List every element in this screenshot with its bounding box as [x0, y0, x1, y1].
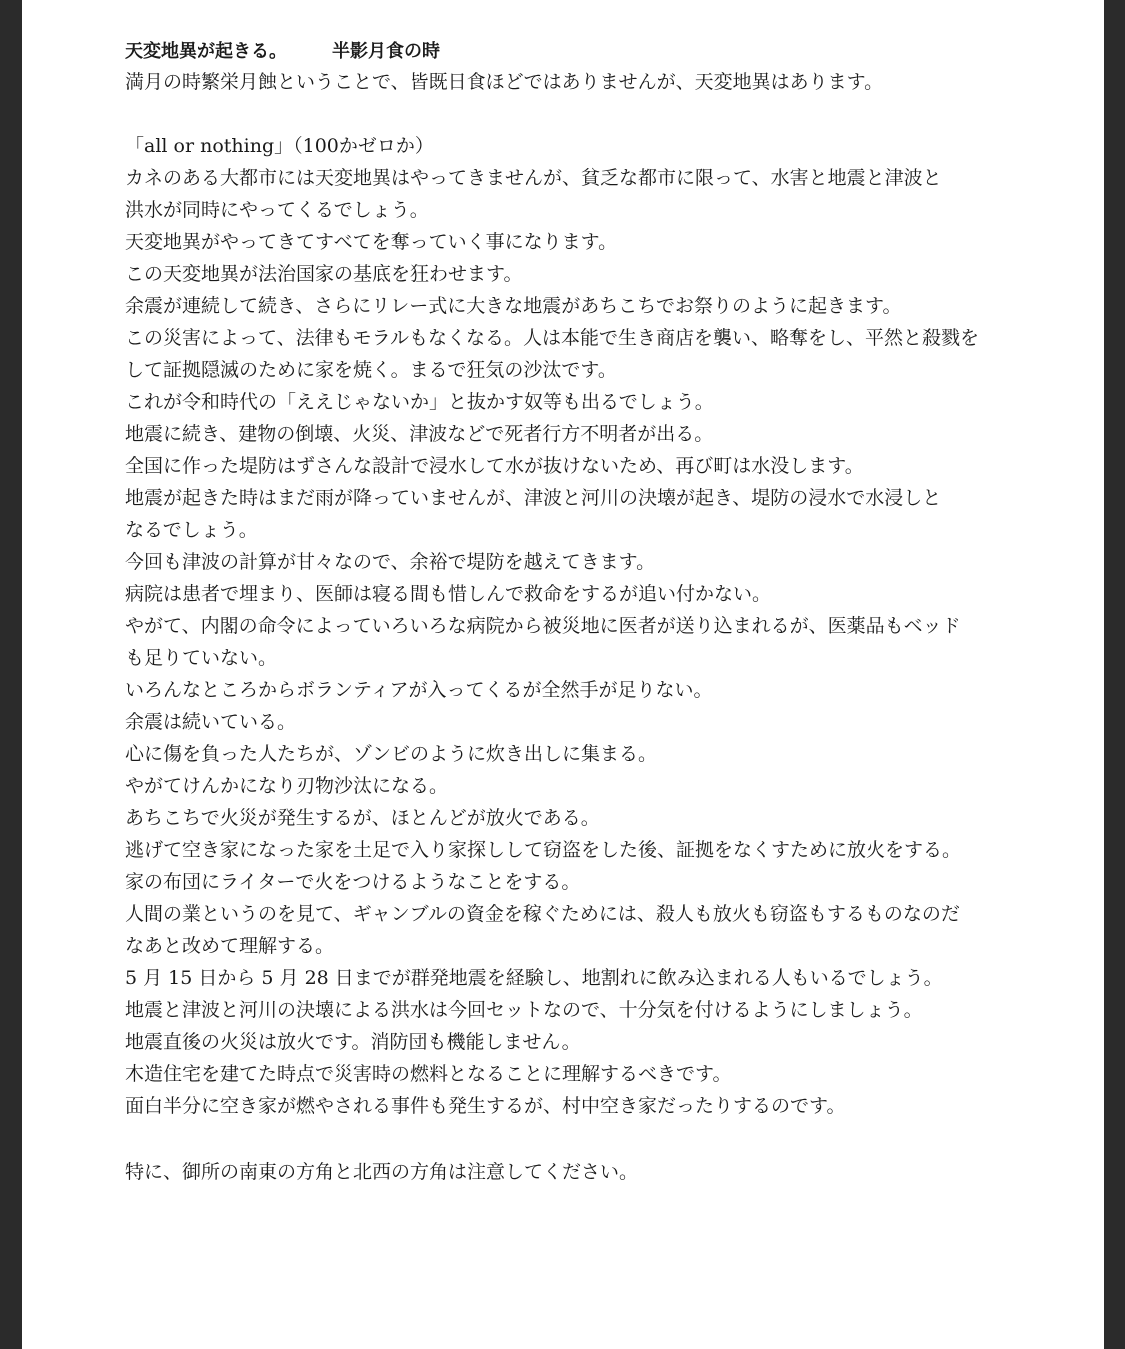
- body-line: 心に傷を負った人たちが、ゾンビのように炊き出しに集まる。: [125, 743, 658, 765]
- body-line: いろんなところからボランティアが入ってくるが全然手が足りない。: [125, 679, 713, 701]
- body-line: やがてけんかになり刃物沙汰になる。: [125, 775, 449, 797]
- body-line: 今回も津波の計算が甘々なので、余裕で堤防を越えてきます。: [125, 551, 656, 573]
- body-line: 地震直後の火災は放火です。消防団も機能しません。: [125, 1031, 581, 1053]
- body-line: なあと改めて理解する。: [125, 935, 335, 957]
- body-line: 全国に作った堤防はずさんな設計で浸水して水が抜けないため、再び町は水没します。: [125, 455, 864, 477]
- body-line: 地震に続き、建物の倒壊、火災、津波などで死者行方不明者が出る。: [125, 423, 714, 445]
- body-line: 逃げて空き家になった家を土足で入り家探しして窃盗をした後、証拠をなくすために放火をする。: [125, 839, 962, 861]
- body-line: 病院は患者で埋まり、医師は寝る間も惜しんで救命をするが追い付かない。: [125, 583, 772, 605]
- body-line: この天変地異が法治国家の基底を狂わせます。: [125, 263, 523, 285]
- document-body: [125, 38, 1045, 1188]
- body-line: 木造住宅を建てた時点で災害時の燃料となることに理解するべきです。: [125, 1063, 732, 1085]
- blank-line: [125, 1122, 1045, 1156]
- blank-line: [125, 98, 1045, 130]
- body-line: カネのある大都市には天変地異はやってきませんが、貧乏な都市に限って、水害と地震と津波と: [125, 167, 942, 189]
- body-line: 面白半分に空き家が燃やされる事件も発生するが、村中空き家だったりするのです。: [125, 1095, 846, 1117]
- intro-line: 満月の時繁栄月蝕ということで、皆既日食ほどではありませんが、天変地異はあります。: [125, 71, 884, 93]
- body-line: 天変地異がやってきてすべてを奪っていく事になります。: [125, 231, 618, 253]
- body-line: なるでしょう。: [125, 519, 258, 541]
- body-line: 地震と津波と河川の決壊による洪水は今回セットなので、十分気を付けるようにしましょう。: [125, 999, 923, 1021]
- body-line: やがて、内閣の命令によっていろいろな病院から被災地に医者が送り込まれるが、医薬品もベッド: [125, 615, 961, 637]
- body-line: も足りていない。: [125, 647, 278, 669]
- body-line: あちこちで火災が発生するが、ほとんどが放火である。: [125, 807, 600, 829]
- body-line: 洪水が同時にやってくるでしょう。: [125, 199, 429, 221]
- subheading-line: 「all or nothing」（100かゼロか）: [125, 135, 434, 157]
- closing-line: 特に、御所の南東の方角と北西の方角は注意してください。: [125, 1161, 639, 1183]
- body-line: 5 月 15 日から 5 月 28 日までが群発地震を経験し、地割れに飲み込まれる人もいるでしょう。: [125, 967, 943, 989]
- body-line: 人間の業というのを見て、ギャンブルの資金を稼ぐためには、殺人も放火も窃盗もするものなのだ: [125, 903, 960, 925]
- body-line: 家の布団にライターで火をつけるようなことをする。: [125, 871, 581, 893]
- body-line: この災害によって、法律もモラルもなくなる。人は本能で生き商店を襲い、略奪をし、平然と殺戮を: [125, 327, 980, 349]
- body-line: して証拠隠滅のために家を焼く。まるで狂気の沙汰です。: [125, 359, 617, 381]
- body-line: 余震は続いている。: [125, 711, 297, 733]
- body-line: 余震が連続して続き、さらにリレー式に大きな地震があちこちでお祭りのように起きます。: [125, 295, 902, 317]
- body-line: これが令和時代の「ええじゃないか」と抜かす奴等も出るでしょう。: [125, 391, 714, 413]
- body-line: 地震が起きた時はまだ雨が降っていませんが、津波と河川の決壊が起き、堤防の浸水で水浸しと: [125, 487, 942, 509]
- document-title: 天変地異が起きる。 半影月食の時: [125, 41, 440, 62]
- document-page: [22, 0, 1104, 1349]
